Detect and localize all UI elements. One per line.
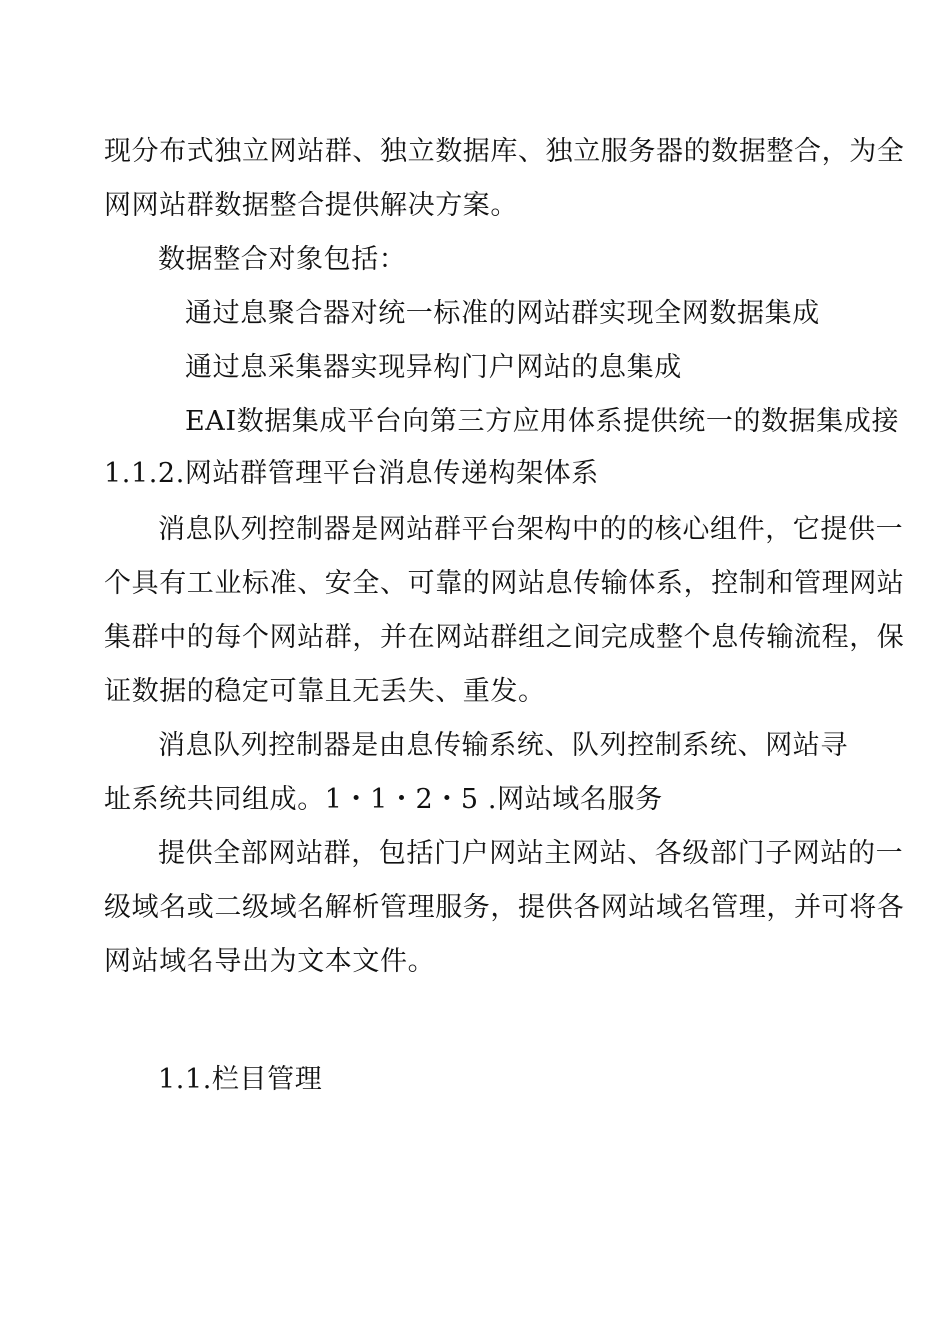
paragraph-2: 数据整合对象包括： xyxy=(158,244,407,275)
section-heading-1-1: 1.1.栏目管理 xyxy=(158,1064,323,1095)
section-heading-1-1-2: 1.1.2.网站群管理平台消息传递构架体系 xyxy=(104,458,599,489)
list-item-1: 通过息聚合器对统一标准的网站群实现全网数据集成 xyxy=(185,298,820,329)
paragraph-3-line-4: 证数据的稳定可靠且无丢失、重发。 xyxy=(104,676,546,707)
paragraph-5-line-2: 级域名或二级域名解析管理服务，提供各网站域名管理，并可将各 xyxy=(104,892,905,923)
paragraph-3-line-3: 集群中的每个网站群，并在网站群组之间完成整个息传输流程，保 xyxy=(104,622,905,653)
paragraph-5-line-3: 网站域名导出为文本文件。 xyxy=(104,946,436,977)
list-item-2: 通过息采集器实现异构门户网站的息集成 xyxy=(185,352,682,383)
paragraph-3-line-1: 消息队列控制器是网站群平台架构中的的核心组件，它提供一 xyxy=(158,514,904,545)
paragraph-5-line-1: 提供全部网站群，包括门户网站主网站、各级部门子网站的一 xyxy=(158,838,904,869)
paragraph-1-line-1: 现分布式独立网站群、独立数据库、独立服务器的数据整合，为全 xyxy=(104,136,905,167)
paragraph-3-line-2: 个具有工业标准、安全、可靠的网站息传输体系，控制和管理网站 xyxy=(104,568,905,599)
paragraph-4-line-2: 址系统共同组成。1・1・2・5 .网站域名服务 xyxy=(104,784,663,815)
paragraph-4-line-1: 消息队列控制器是由息传输系统、队列控制系统、网站寻 xyxy=(158,730,848,761)
paragraph-1-line-2: 网网站群数据整合提供解决方案。 xyxy=(104,190,518,221)
list-item-3: EAI数据集成平台向第三方应用体系提供统一的数据集成接 xyxy=(185,406,900,437)
